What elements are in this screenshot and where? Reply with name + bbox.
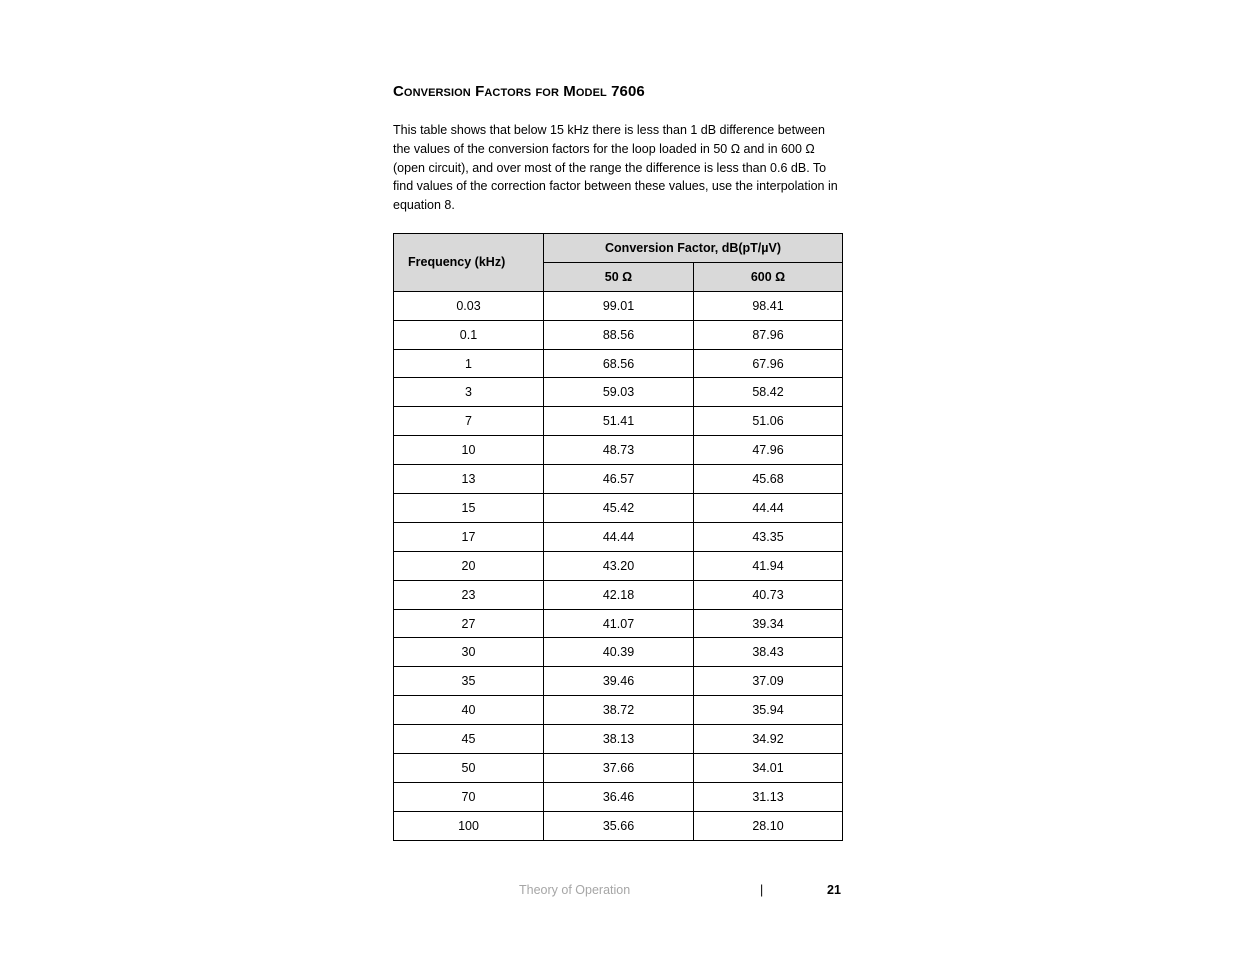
fifty-ohm-cell: 38.72 — [544, 696, 694, 725]
table-row — [394, 436, 843, 465]
conversion-factor-table — [393, 233, 843, 841]
fifty-ohm-cell: 39.46 — [544, 667, 694, 696]
six-hundred-ohm-cell: 37.09 — [694, 667, 843, 696]
document-page — [393, 0, 842, 954]
frequency-cell: 1 — [394, 349, 544, 378]
table-row — [394, 782, 843, 811]
frequency-column-header: Frequency (kHz) — [394, 234, 544, 292]
frequency-cell: 0.03 — [394, 291, 544, 320]
table-row — [394, 725, 843, 754]
six-hundred-ohm-cell: 34.01 — [694, 754, 843, 783]
six-hundred-ohm-cell: 34.92 — [694, 725, 843, 754]
table-row — [394, 291, 843, 320]
fifty-ohm-cell: 35.66 — [544, 811, 694, 840]
six-hundred-ohm-cell: 87.96 — [694, 320, 843, 349]
six-hundred-ohm-cell: 67.96 — [694, 349, 843, 378]
six-hundred-ohm-cell: 40.73 — [694, 580, 843, 609]
table-row — [394, 494, 843, 523]
frequency-cell: 30 — [394, 638, 544, 667]
table-row — [394, 811, 843, 840]
fifty-ohm-cell: 68.56 — [544, 349, 694, 378]
frequency-cell: 70 — [394, 782, 544, 811]
six-hundred-ohm-cell: 43.35 — [694, 522, 843, 551]
section-title: Conversion Factors for Model 7606 — [393, 83, 645, 100]
frequency-cell: 0.1 — [394, 320, 544, 349]
frequency-cell: 10 — [394, 436, 544, 465]
table-row — [394, 320, 843, 349]
page-number: 21 — [827, 883, 841, 897]
six-hundred-ohm-cell: 41.94 — [694, 551, 843, 580]
frequency-cell: 7 — [394, 407, 544, 436]
six-hundred-ohm-column-header: 600 Ω — [694, 262, 843, 291]
fifty-ohm-cell: 38.13 — [544, 725, 694, 754]
frequency-cell: 35 — [394, 667, 544, 696]
table-row — [394, 696, 843, 725]
table-row — [394, 378, 843, 407]
fifty-ohm-cell: 99.01 — [544, 291, 694, 320]
frequency-cell: 15 — [394, 494, 544, 523]
table-row — [394, 580, 843, 609]
fifty-ohm-cell: 44.44 — [544, 522, 694, 551]
six-hundred-ohm-cell: 58.42 — [694, 378, 843, 407]
intro-paragraph: This table shows that below 15 kHz there is less than 1 dB difference between the values of the conversion factors for the loop loaded in 50 Ω and in 600 Ω (open circuit), and over most of the range the difference is less than 0.6 dB. To find values of the correction factor between these values, use the interpolation in equation 8. — [393, 123, 838, 213]
frequency-cell: 27 — [394, 609, 544, 638]
fifty-ohm-cell: 42.18 — [544, 580, 694, 609]
fifty-ohm-cell: 45.42 — [544, 494, 694, 523]
frequency-cell: 45 — [394, 725, 544, 754]
table-row — [394, 609, 843, 638]
table-row — [394, 754, 843, 783]
six-hundred-ohm-cell: 38.43 — [694, 638, 843, 667]
frequency-cell: 17 — [394, 522, 544, 551]
footer-chapter-title: Theory of Operation — [519, 883, 631, 897]
six-hundred-ohm-cell: 39.34 — [694, 609, 843, 638]
fifty-ohm-cell: 43.20 — [544, 551, 694, 580]
six-hundred-ohm-cell: 31.13 — [694, 782, 843, 811]
table-row — [394, 349, 843, 378]
fifty-ohm-cell: 37.66 — [544, 754, 694, 783]
frequency-cell: 100 — [394, 811, 544, 840]
fifty-ohm-cell: 88.56 — [544, 320, 694, 349]
six-hundred-ohm-cell: 28.10 — [694, 811, 843, 840]
fifty-ohm-cell: 51.41 — [544, 407, 694, 436]
table-body — [394, 291, 843, 840]
fifty-ohm-cell: 59.03 — [544, 378, 694, 407]
fifty-ohm-cell: 48.73 — [544, 436, 694, 465]
frequency-cell: 20 — [394, 551, 544, 580]
table-row — [394, 667, 843, 696]
table-row — [394, 551, 843, 580]
frequency-cell: 40 — [394, 696, 544, 725]
table-row — [394, 407, 843, 436]
table-row — [394, 465, 843, 494]
six-hundred-ohm-cell: 45.68 — [694, 465, 843, 494]
frequency-cell: 50 — [394, 754, 544, 783]
table-row — [394, 522, 843, 551]
six-hundred-ohm-cell: 35.94 — [694, 696, 843, 725]
footer-separator: | — [760, 883, 764, 897]
six-hundred-ohm-cell: 51.06 — [694, 407, 843, 436]
six-hundred-ohm-cell: 44.44 — [694, 494, 843, 523]
conversion-factor-group-header: Conversion Factor, dB(pT/µV) — [544, 234, 843, 263]
table-row — [394, 638, 843, 667]
fifty-ohm-column-header: 50 Ω — [544, 262, 694, 291]
six-hundred-ohm-cell: 47.96 — [694, 436, 843, 465]
frequency-cell: 3 — [394, 378, 544, 407]
frequency-cell: 23 — [394, 580, 544, 609]
fifty-ohm-cell: 40.39 — [544, 638, 694, 667]
fifty-ohm-cell: 46.57 — [544, 465, 694, 494]
frequency-cell: 13 — [394, 465, 544, 494]
fifty-ohm-cell: 36.46 — [544, 782, 694, 811]
six-hundred-ohm-cell: 98.41 — [694, 291, 843, 320]
fifty-ohm-cell: 41.07 — [544, 609, 694, 638]
